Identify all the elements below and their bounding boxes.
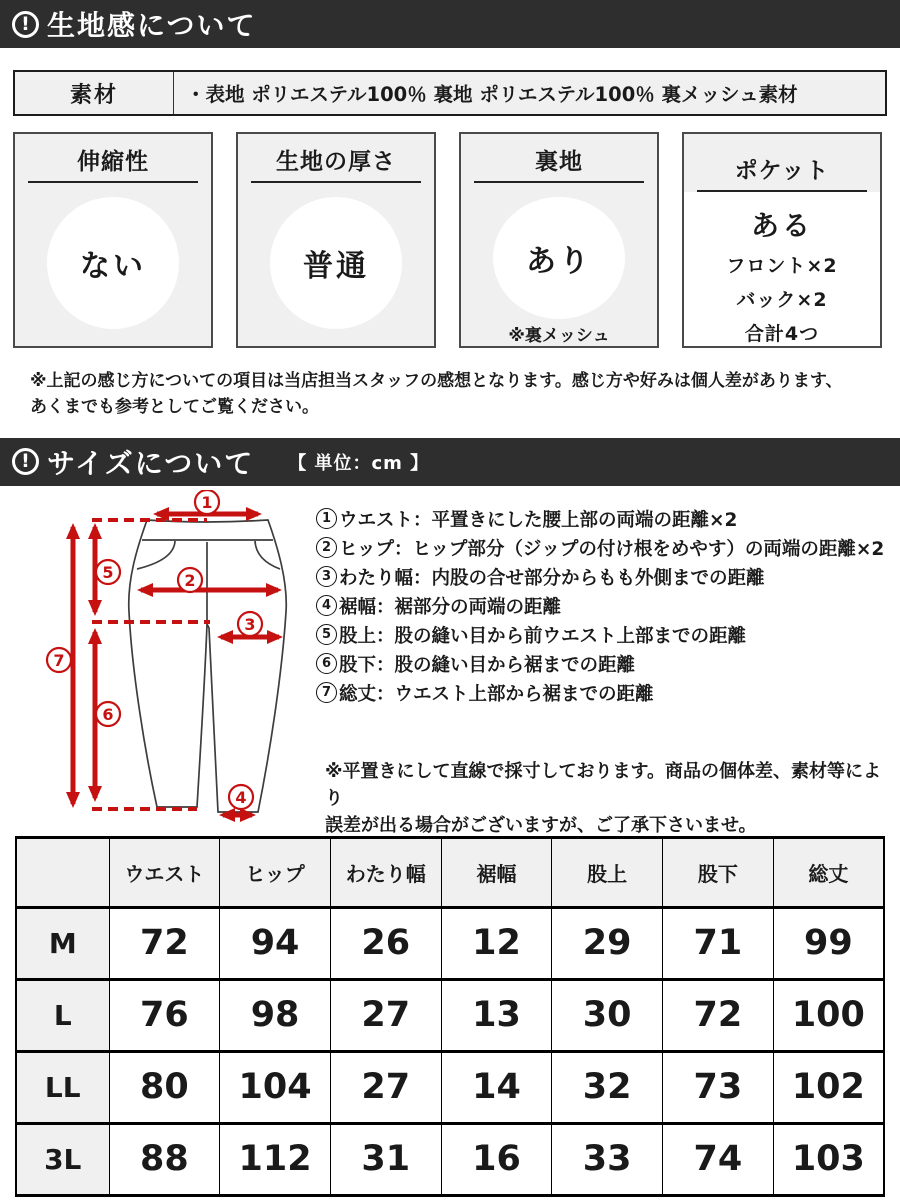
legend-item: [316, 535, 884, 564]
fabric-disclaimer-line: あくまでも参考としてご覧ください。: [30, 397, 319, 418]
size-label-cell: 3L: [16, 1123, 109, 1195]
measurement-cell: 13: [441, 979, 552, 1051]
measurement-cell: 33: [552, 1123, 663, 1195]
column-header: 股下: [663, 837, 774, 907]
spec-value: ある: [750, 209, 813, 242]
measurement-cell: 76: [109, 979, 220, 1051]
measurement-cell: 29: [552, 907, 663, 979]
size-section-header: [0, 438, 900, 486]
size-label-cell: L: [16, 979, 109, 1051]
measurement-cell: 104: [220, 1051, 331, 1123]
measurement-note: [325, 758, 890, 839]
legend-number: 6: [316, 653, 337, 674]
diagram-label-4: [229, 785, 253, 809]
spec-value: 普通: [303, 249, 369, 284]
legend-number: 2: [316, 537, 337, 558]
column-header: ヒップ: [220, 837, 331, 907]
pants-outline: [129, 520, 287, 812]
diagram-label-1: [195, 490, 219, 514]
measurement-cell: 73: [663, 1051, 774, 1123]
column-header: 股上: [552, 837, 663, 907]
measurement-cell: 100: [773, 979, 884, 1051]
measurement-cell: 30: [552, 979, 663, 1051]
measurement-cell: 16: [441, 1123, 552, 1195]
column-header: 総丈: [773, 837, 884, 907]
svg-text:5: 5: [102, 562, 114, 582]
spec-value-circle: [270, 197, 402, 329]
column-header: ウエスト: [109, 837, 220, 907]
measurement-cell: 12: [441, 907, 552, 979]
divider: [28, 181, 198, 183]
legend-number: 5: [316, 624, 337, 645]
legend-item: [316, 622, 884, 651]
measurement-cell: 99: [773, 907, 884, 979]
size-diagram-section: [0, 486, 900, 836]
svg-text:1: 1: [201, 492, 213, 512]
pants-measurement-diagram: [30, 490, 330, 830]
legend-text: わたり幅：内股の合せ部分からもも外側までの距離: [339, 567, 765, 589]
material-label: 素材: [69, 82, 118, 108]
divider: [251, 181, 421, 183]
diagram-label-3: [238, 612, 262, 636]
spec-value-circle: [493, 197, 625, 319]
legend-list: [316, 506, 884, 709]
legend-number: 7: [316, 682, 337, 703]
fabric-section-header: [0, 0, 900, 48]
diagram-label-6: [96, 702, 120, 726]
size-table-head: [16, 837, 884, 907]
size-row: [16, 1051, 884, 1123]
spec-title: ポケット: [734, 158, 830, 184]
measurement-cell: 72: [663, 979, 774, 1051]
legend-text: 股上：股の縫い目から前ウエスト上部までの距離: [339, 625, 747, 647]
size-label-cell: LL: [16, 1051, 109, 1123]
measurement-cell: 88: [109, 1123, 220, 1195]
material-value: ・表地 ポリエステル100％ 裏地 ポリエステル100％ 裏メッシュ素材: [173, 72, 885, 114]
legend-text: ウエスト：平置きにした腰上部の両端の距離×2: [339, 509, 738, 531]
spec-title: 生地の厚さ: [276, 149, 396, 175]
measurement-cell: 26: [330, 907, 441, 979]
diagram-label-7: [47, 648, 71, 672]
legend-item: [316, 680, 884, 709]
spec-value: ない: [80, 249, 146, 284]
legend-text: 股下：股の縫い目から裾までの距離: [339, 654, 636, 676]
measurement-cell: 32: [552, 1051, 663, 1123]
diagram-label-5: [96, 560, 120, 584]
size-row: [16, 979, 884, 1051]
measurement-cell: 14: [441, 1051, 552, 1123]
legend-item: [316, 651, 884, 680]
legend-number: 3: [316, 566, 337, 587]
svg-text:2: 2: [184, 570, 196, 590]
exclamation-icon: !: [12, 448, 39, 475]
spec-boxes: [13, 132, 887, 348]
svg-text:6: 6: [102, 704, 114, 724]
svg-text:7: 7: [53, 650, 65, 670]
measurement-cell: 112: [220, 1123, 331, 1195]
pocket-detail-total: 合計4つ: [744, 323, 820, 345]
legend-text: ヒップ：ヒップ部分（ジップの付け根をめやす）の両端の距離×2: [339, 538, 885, 560]
unit-label: 【 単位：cm 】: [288, 452, 430, 474]
column-header: 裾幅: [441, 837, 552, 907]
measurement-cell: 27: [330, 1051, 441, 1123]
measurement-cell: 102: [773, 1051, 884, 1123]
size-row: [16, 1123, 884, 1195]
size-row: [16, 907, 884, 979]
spec-value-circle: [47, 197, 179, 329]
spec-title: 裏地: [535, 149, 583, 175]
size-label-cell: M: [16, 907, 109, 979]
measurement-cell: 94: [220, 907, 331, 979]
column-header: わたり幅: [330, 837, 441, 907]
measurement-cell: 98: [220, 979, 331, 1051]
size-table-body: [16, 907, 884, 1195]
legend-item: [316, 564, 884, 593]
spec-note: ※裏メッシュ: [508, 326, 610, 346]
measurement-cell: 31: [330, 1123, 441, 1195]
svg-text:3: 3: [244, 614, 256, 634]
exclamation-icon: !: [12, 11, 39, 38]
legend-text: 裾幅：裾部分の両端の距離: [339, 596, 562, 618]
size-section-title: サイズについて: [47, 446, 255, 480]
size-table: [15, 836, 885, 1197]
measurement-cell: 27: [330, 979, 441, 1051]
svg-text:4: 4: [235, 787, 247, 807]
measurement-cell: 74: [663, 1123, 774, 1195]
legend-item: [316, 593, 884, 622]
measurement-note-line: 誤差が出る場合がございますが、ご了承下さいませ。: [325, 814, 757, 836]
spec-box-pockets: [682, 132, 882, 348]
fabric-disclaimer: [30, 368, 900, 421]
diagram-label-2: [178, 568, 202, 592]
spec-value: あり: [526, 244, 592, 279]
spec-box-lining: [459, 132, 659, 348]
legend-number: 4: [316, 595, 337, 616]
measurement-cell: 71: [663, 907, 774, 979]
spec-box-thickness: [236, 132, 436, 348]
fabric-disclaimer-line: ※上記の感じ方についての項目は当店担当スタッフの感想となります。感じ方や好みは個人差があります、: [30, 371, 843, 391]
material-row: [13, 70, 887, 116]
legend-text: 総丈：ウエスト上部から裾までの距離: [339, 683, 654, 705]
column-header: [16, 837, 109, 907]
fabric-section-title: 生地感について: [47, 9, 257, 42]
legend-item: [316, 506, 884, 535]
divider: [697, 190, 867, 192]
spec-title-band: [684, 134, 880, 192]
pocket-detail-back: バック×2: [736, 289, 828, 311]
spec-title: 伸縮性: [77, 149, 149, 175]
divider: [474, 181, 644, 183]
legend-number: 1: [316, 508, 337, 529]
measurement-cell: 103: [773, 1123, 884, 1195]
measurement-note-line: ※平置きにして直線で採寸しております。商品の個体差、素材等により: [325, 760, 882, 809]
measurement-cell: 72: [109, 907, 220, 979]
spec-box-stretch: [13, 132, 213, 348]
measurement-cell: 80: [109, 1051, 220, 1123]
pocket-detail-front: フロント×2: [726, 255, 838, 277]
